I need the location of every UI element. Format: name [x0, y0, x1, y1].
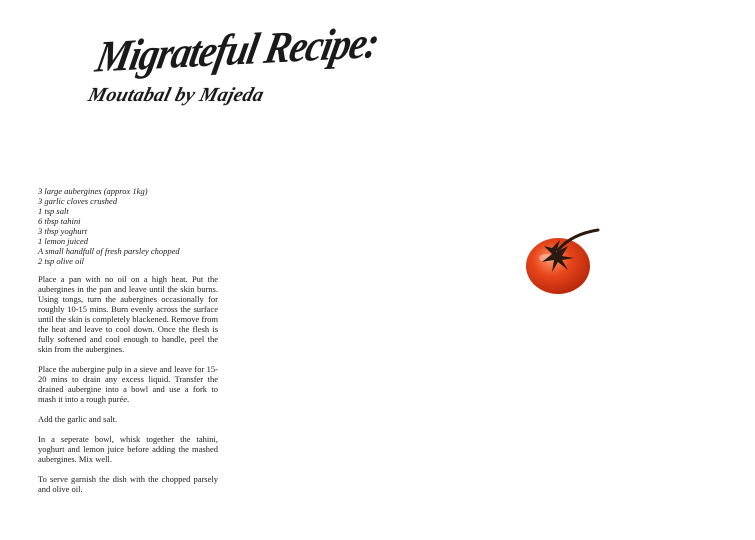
- ingredient-item: 2 tsp olive oil: [38, 256, 85, 266]
- ingredient-item: 3 garlic cloves crushed: [38, 196, 118, 206]
- title-subheading: Moutabal by Majeda: [86, 84, 267, 106]
- method-step: In a seperate bowl, whisk together the tahini, yoghurt and lemon juice before adding the mashed aubergines. Mix well.: [38, 434, 218, 464]
- ingredient-item: 3 large aubergines (approx 1kg): [38, 186, 148, 196]
- ingredients-list: [38, 186, 218, 266]
- title-heading: Migrateful Recipe:: [91, 18, 383, 83]
- recipe-title: [86, 18, 383, 106]
- method-step: Add the garlic and salt.: [38, 414, 118, 424]
- ingredient-item: 1 tsp salt: [38, 206, 69, 216]
- recipe-body: [38, 186, 218, 504]
- method-step: To serve garnish the dish with the chopped parsely and olive oil.: [38, 474, 218, 494]
- ingredient-item: 6 tbsp tahini: [38, 216, 81, 226]
- tomato-icon: [522, 224, 602, 296]
- method-step: Place the aubergine pulp in a sieve and leave for 15-20 mins to drain any excess liquid. Transfer the drained aubergine into a bowl and use a fork to mash it into a rough purée.: [38, 364, 218, 404]
- method-step: Place a pan with no oil on a high heat. Put the aubergines in the pan and leave until the skin burns. Using tongs, turn the aubergines occasionally for roughly 10-15 mins. Burn evenly across the surface until the skin is completely blackened. Remove from the heat and leave to cool down. Once the flesh is fully softened and cool enough to handle, peel the skin from the aubergines.: [38, 274, 218, 354]
- ingredient-item: A small handfull of fresh parsley chopped: [38, 246, 180, 256]
- ingredient-item: 3 tbsp yoghurt: [38, 226, 88, 236]
- ingredient-item: 1 lemon juiced: [38, 236, 89, 246]
- tomato-body: [526, 238, 590, 294]
